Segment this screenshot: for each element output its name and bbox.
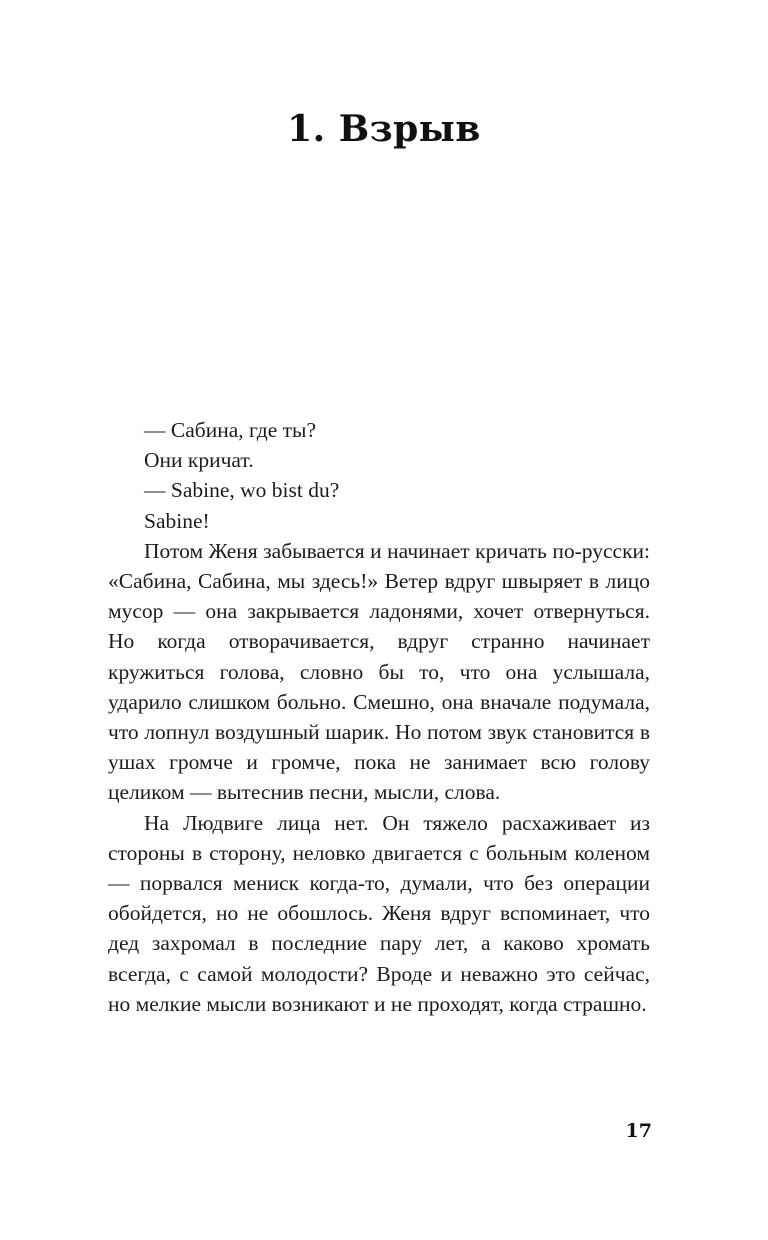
- page-number: 17: [625, 1120, 652, 1142]
- chapter-title: 1. Взрыв: [287, 108, 481, 150]
- paragraph-main-1: Потом Женя забывается и начинает кричать по-русски: «Сабина, Сабина, мы здесь!» Ветер вдруг швыряет в лицо мусор — она закрывается ладонями, хочет отвернуться. Но когда отворачивается, вдруг странно начинает кружиться голова, словно бы то, что она услышала, ударило слишком больно. Смешно, она вначале подумала, что лопнул воздушный шарик. Но потом звук становится в ушах громче и громче, пока не занимает всю голову целиком — вытеснив песни, мысли, слова.: [108, 538, 650, 805]
- paragraph-dialogue-2: — Sabine, wo bist du?: [144, 478, 340, 503]
- paragraph-exclamation: Sabine!: [144, 508, 210, 533]
- paragraph-narration-1: Они кричат.: [144, 448, 254, 473]
- chapter-text: [108, 415, 650, 1019]
- paragraph-dialogue-1: — Сабина, где ты?: [144, 418, 316, 442]
- paragraph-main-2: На Людвиге лица нет. Он тяжело расхаживает из стороны в сторону, неловко двигается с больным коленом — порвался мениск когда-то, думали, что без операции обойдется, но не обошлось. Женя вдруг вспоминает, что дед захромал в последние пару лет, а каково хромать всегда, с самой молодости? Вроде и неважно это сейчас, но мелкие мысли возникают и не проходят, когда страшно.: [108, 810, 650, 1016]
